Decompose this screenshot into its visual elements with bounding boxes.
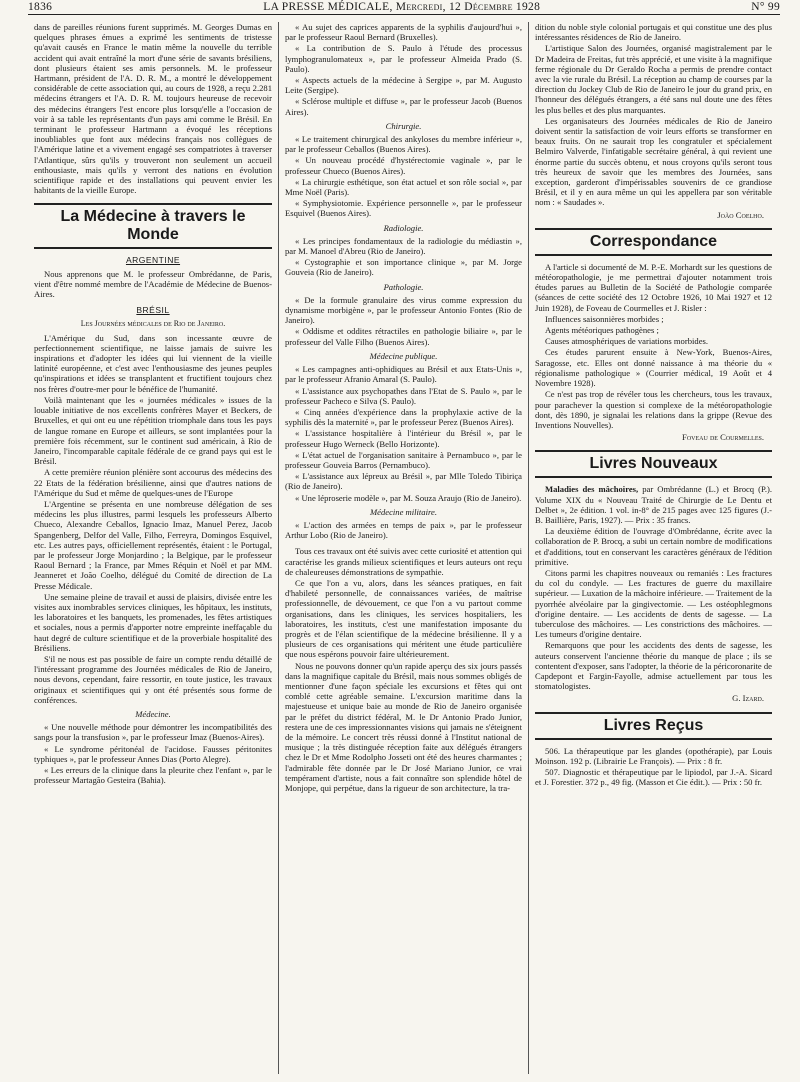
- paragraph: Nous apprenons que M. le professeur Ombrédanne, de Paris, vient d'être nommé membre de l'Académie de Médecine de Buenos-Aires.: [34, 268, 272, 300]
- subheading-radiologie: Radiologie.: [383, 222, 424, 233]
- column-3: [528, 22, 778, 1074]
- paragraph: Les organisateurs des Journées médicales de Rio de Janeiro doivent sentir la satisfaction de voir leurs efforts se transformer en beaux fruits. On ne saurait trop les congratuler et spécialement Belmiro Valverde, l'infatigable secrétaire général, à qui revient une énorme partie du succès obtenu, et nous croyons qu'ils seront tous très heureux de savoir que les membres des Journées, sans exception, garderont d'impérissables souvenirs de ce grandiose Brésil, et il y en aura même un qui les appellera par son véritable nom : « Saudades ».: [535, 115, 772, 208]
- paragraph: Ce n'est pas trop de révéler tous les chercheurs, tous les travaux, pour parachever la question si complexe de la météoropathologie dont, dès 1890, je signalai les relations dans la grippe (Revue des Inventions Nouvelles).: [535, 389, 772, 430]
- paragraph: dition du noble style colonial portugais et qui constitue une des plus intéressantes résidences de Rio de Janeiro.: [535, 22, 772, 43]
- list: [535, 314, 772, 347]
- paragraph: L'Amérique du Sud, dans son incessante œuvre de perfectionnement scientifique, ne laisse jamais de suivre les inspirations et d'adopter les idées qui lui viennent de la vieille latinité européenne, et c'est avec l'enthousiasme des jeunes peuples qu'inspirations et idées se transplantent et fructifient toujours chez nos frères d'outre-mer pour le bénéfice de l'humanité.: [34, 332, 272, 394]
- list-item: Influences saisonnières morbides ;: [545, 313, 664, 324]
- issue-number: N° 99: [751, 1, 780, 13]
- list-item: « Symphysiotomie. Expérience personnelle », par le professeur Esquivel (Buenos Aires).: [285, 198, 522, 219]
- book-details: par Ombrédanne (L.) et Brocq (P.). Volume XIX du « Nouveau Traité de Chirurgie de Le Dentu et Delbet », 2e édition. 1 vol. in-8° de 215 pages avec 125 figures (J.-B. Baillière, Paris, 1927). — Prix : 35 francs.: [535, 484, 773, 525]
- list-item: « L'état actuel de l'organisation sanitaire à Pernambuco », par le professeur Gouveia Barros (Pernambuco).: [285, 449, 522, 470]
- subheading-medecine: Médecine.: [135, 708, 171, 719]
- section-title-correspondance: Correspondance: [535, 228, 772, 256]
- newspaper-title: LA PRESSE MÉDICALE, Mercredi, 12 Décembre 1928: [263, 1, 541, 13]
- list-item: « Au sujet des caprices apparents de la syphilis d'aujourd'hui », par le professeur Raoul Bernard (Bruxelles).: [285, 22, 522, 43]
- list-item: « L'action des armées en temps de paix », par le professeur Arthur Lobo (Rio de Janeiro).: [285, 519, 522, 541]
- section-title-livres-nouveaux: Livres Nouveaux: [535, 450, 772, 478]
- subheading-pathologie: Pathologie.: [383, 281, 424, 292]
- subheading-medecine-militaire: Médecine militaire.: [370, 506, 437, 517]
- list-item: « Oddisme et oddites rétractiles en pathologie biliaire », par le professeur del Valle Filho (Buenos Aires).: [285, 326, 522, 347]
- column-2: [278, 22, 528, 1074]
- section-title-livres-recus: Livres Reçus: [535, 712, 772, 740]
- paragraph: Remarquons que pour les accidents des dents de sagesse, les auteurs conservent l'ancienne théorie du manque de place ; ils se contentent d'exposer, sans l'adopter, la théorie de la péricoronarite de Capdepont et Fargin-Fayolle, admise actuellement par tous les stomatologistes.: [535, 640, 772, 692]
- list-item: « Le syndrome péritonéal de l'acidose. Fausses péritonites typhiques », par le professeur Annes Dias (Porto Alegre).: [34, 743, 272, 764]
- list-item: « L'assistance aux psychopathes dans l'Etat de S. Paulo », par le professeur Pacheco e Silva (S. Paulo).: [285, 385, 522, 406]
- list-item: « Un nouveau procédé d'hystérectomie vaginale », par le professeur Chueco (Buenos Aires).: [285, 155, 522, 176]
- signature: G. Izard.: [732, 693, 764, 704]
- list-item: « L'assistance hospitalière à l'intérieur du Brésil », par le professeur Hugo Werneck (Bello Horizonte).: [285, 428, 522, 449]
- list-item: « De la formule granulaire des virus comme expression du dynamisme morbigène », par le professeur Antonio Fontes (Rio de Janeiro).: [285, 294, 522, 326]
- list-item: « Aspects actuels de la médecine à Sergipe », par M. Augusto Leite (Sergipe).: [285, 75, 522, 96]
- list-item: Agents météoriques pathogènes ;: [545, 325, 659, 336]
- paragraph: Voilà maintenant que les « journées médicales » issues de la louable initiative de nos excellents confrères Mayer et Beckers, de Bruxelles, et qui ont eu une répétition triomphale dans tous les pays de langue romane en Europe et ailleurs, se sont implantées pour la première fois récemment, sur le continent sud américain, à Rio de Janeiro, l'incomparable capitale fédérale de ce grand pays qui est le Brésil.: [34, 394, 272, 467]
- received-book: 506. La thérapeutique par les glandes (opothérapie), par Louis Moinson. 192 p. (Librairie Le François). — Prix : 8 fr.: [535, 745, 772, 766]
- paragraph: A cette première réunion plénière sont accourus des médecins des 22 Etats de la fédération brésilienne, ainsi que d'autres nations de l'Amérique du Sud et même de quelques-unes de l'Europe: [34, 467, 272, 498]
- list-item: « Les campagnes anti-ophidiques au Brésil et aux Etats-Unis », par le professeur Afranio Amaral (S. Paulo).: [285, 364, 522, 385]
- list-item: « Une léproserie modèle », par M. Souza Araujo (Rio de Janeiro).: [295, 492, 522, 503]
- signature: João Coelho.: [717, 209, 764, 220]
- list-item: « Les erreurs de la clinique dans la pleurite chez l'enfant », par le professeur Martagão Gesteira (Bahia).: [34, 765, 272, 786]
- paragraph: La deuxième édition de l'ouvrage d'Ombrédanne, écrite avec la collaboration de P. Brocq, a subi un certain nombre de modifications et d'additions, tout en conservant les caractères généraux de l'édition primitive.: [535, 526, 772, 567]
- subheading-medecine-publique: Médecine publique.: [369, 350, 438, 361]
- subheading: Les Journées médicales de Rio de Janeiro.: [80, 319, 226, 329]
- page-number: 1836: [28, 1, 53, 13]
- list-item: Causes atmosphériques de variations morbides.: [545, 336, 709, 347]
- paragraph: Citons parmi les chapitres nouveaux ou remaniés : Les fractures du col du condyle. — Les fractures de guerre du maxillaire supérieur. — Luxation de la mâchoire inférieure. — Traitement de la pyorrhée alvéolaire par la gingivectomie. — Les ostéophlegmons d'origine dentaire. — Les accidents de dents de sagesse. — La tuberculose des mâchoires. — Les constrictions des mâchoires. — Les tumeurs d'origine dentaire.: [535, 567, 772, 640]
- paragraph: Tous ces travaux ont été suivis avec cette curiosité et attention qui caractérise les grands milieux scientifiques et leurs auteurs ont reçu de chaleureuses démonstrations de sympathie.: [285, 546, 522, 577]
- paragraph: Ces études parurent ensuite à New-York, Buenos-Aires, Saragosse, etc. Elles ont donné naissance à ma théorie du « régionalisme pathologique » (Courrier médical, 19 Août et 4 Novembre 1928).: [535, 347, 772, 389]
- list-item: « Le traitement chirurgical des ankyloses du membre inférieur », par le professeur Ceballos (Buenos Aires).: [285, 134, 522, 155]
- list-item: « Cinq années d'expérience dans la prophylaxie active de la syphilis dès la maternité », par le professeur Perez (Buenos Aires).: [285, 406, 522, 428]
- list-item: « Cystographie et son importance clinique », par M. Jorge Gouveia (Rio de Janeiro).: [285, 257, 522, 278]
- paragraph: Nous ne pouvons donner qu'un rapide aperçu des six jours passés dans la magnifique capitale du Brésil, mais nous sommes obligés de mentionner d'une façon spéciale les excursions et fêtes qui ont comblé cette agréable semaine. L'excursion maritime dans la majestueuse et unique baie au monde de Rio de Janeiro organisée par le préfet du district fédéral, M. le Dr Antonio Prado Junior, restera une de ces impressionnantes visions qui jamais ne s'éteignent de la mémoire. Le concert très réussi donné à l'Institut national de musique ; la très distinguée réception faite aux délégués étrangers chez le Dr et Mme Rodolpho Josseti ont été des heures charmantes ; l'admirable fête donnée par le Dr José Mariano Junior, ce vrai tempérament d'artiste, nous a fait connaître son splendide hôtel de Monjope, qui perpétue, dans la rigueur de son architecture, la tra-: [285, 660, 522, 794]
- list-item: « Une nouvelle méthode pour démontrer les incompatibilités des sangs pour la transfusion », par le professeur Imaz (Buenos-Aires).: [34, 722, 272, 743]
- country-heading-argentine: ARGENTINE: [125, 255, 181, 266]
- paragraph: dans de pareilles réunions furent supprimés. M. Georges Dumas en quelques phrases émues a exprimé les sentiments de tristesse qu'avait causés en France le matin même la nouvelle du terrible accident qui avait entraîné la mort d'une série de savants brésiliens, dont plusieurs étaient ses amis personnels. M. le professeur Hartmann, président de l'A. D. R. M., a montré le développement considérable de cette association qui, au cours de 1928, a reçu 2.281 médecins étrangers et l'A. D. R. M. toujours heureuse de recevoir des médecins étrangers l'est encore plus lorsqu'elle a l'occasion de voir à sa table les représentants d'un pays ami comme le Brésil. En terminant le professeur Hartmann a évoqué les réceptions inoubliables que font aux médecins français nos collègues de l'Amérique latine et a vivement engagé ses compatriotes à traverser l'Atlantique, sûrs qu'ils y trouveront non seulement un accueil enthousiaste, mais qu'ils y verront des nations en évolution scientifique rapide et des installations qui peuvent envier les habitants de la vieille Europe.: [34, 22, 272, 196]
- list-item: « La chirurgie esthétique, son état actuel et son rôle social », par Mme Noël (Paris).: [285, 176, 522, 198]
- paragraph: Une semaine pleine de travail et aussi de plaisirs, divisée entre les visites aux inombrables services cliniques, les hôpitaux, les instituts, les laboratoires et les banquets, les promenades, les fêtes artistiques et sociales, nous a permis d'apporter notre empreinte ineffaçable du haut degré de culture scientifique et de la proverbiale hospitalité des Brésiliens.: [34, 591, 272, 653]
- paragraph: Ce que l'on a vu, alors, dans les séances pratiques, en fait d'habileté personnelle, de connaissances variées, de maîtrise professionnelle, de dévouement, ce que l'on a vu partout comme organisations, dans les cliniques, les services hospitaliers, les laboratoires, les instituts, c'est une manifestation imposante du progrès et de l'élan scientifique de la médecine brésilienne. Il y a plusieurs de ces organisations qui méritent une étude particulière que nous espérons pouvoir faire ultérieurement.: [285, 577, 522, 660]
- subheading-chirurgie: Chirurgie.: [385, 120, 422, 131]
- signature: Foveau de Courmelles.: [682, 432, 764, 443]
- list-item: « Sclérose multiple et diffuse », par le professeur Jacob (Buenos Aires).: [285, 96, 522, 117]
- paragraph: A l'article si documenté de M. P.-E. Morhardt sur les questions de météoropathologie, je me permettrai d'ajouter notamment trois études parues au Bulletin de la Société de Pathologie comparée (séances de cette société des 12 Octobre 1926, 10 Mai 1927 et 12 Juin 1928), de Foveau de Courmelles et J. Risler :: [535, 261, 772, 313]
- country-heading-bresil: BRÉSIL: [136, 305, 170, 316]
- list-item: « L'assistance aux lépreux au Brésil », par Mlle Toledo Tibiriça (Rio de Janeiro).: [285, 471, 522, 492]
- list-item: « Les principes fondamentaux de la radiologie du médiastin », par M. Manoel d'Abreu (Rio de Janeiro).: [285, 235, 522, 257]
- book-entry: [535, 484, 772, 525]
- book-title: Maladies des mâchoires,: [545, 484, 639, 495]
- paragraph: L'artistique Salon des Journées, organisé magistralement par le Dr Madeira de Freitas, fut très apprécié, et une visite à la magnifique ferme régionale du Dr Geraldo Rocha a permis de prendre contact avec la vie rurale du Brésil. La réception au champ de courses par la direction du Jockey Club de Rio de Janeiro le jour du grand prix, en l'honneur des délégués étrangers, a été sans nul doute une des fêtes les plus belles et des plus marquantes.: [535, 43, 772, 115]
- column-1: [28, 22, 278, 1074]
- received-book: 507. Diagnostic et thérapeutique par le lipiodol, par J.-A. Sicard et J. Forestier. 372 p., 49 fig. (Masson et Cie édit.). — Prix : 50 fr.: [535, 766, 772, 788]
- article-columns: [28, 22, 780, 1074]
- page-header: [28, 0, 780, 15]
- list-item: « La contribution de S. Paulo à l'étude des processus lymphogranulomateux », par le professeur Almeida Prado (S. Paulo).: [285, 43, 522, 74]
- paragraph: S'il ne nous est pas possible de faire un compte rendu détaillé de l'intéressant programme des Journées médicales de Rio de Janeiro, nous devons, cependant, faire ressortir, en toute justice, les travaux originaux et scientifiques qui y ont été présentés sous forme de conférences.: [34, 653, 272, 705]
- section-title: La Médecine à travers le Monde: [34, 203, 272, 249]
- paragraph: L'Argentine se présenta en une nombreuse délégation de ses médecins les plus illustres, parmi lesquels les professeurs Alberto Chueco, Alexandre Ceballos, Ignacio Imaz, Manuel Perez, Jacob Spangenberg, Delfor del Valle, Filho, Ferreyra, Domingos Esquivel, etc. Les autres pays, officiellement représentés, étaient : le Portugal, par le professeur Jorge Monjardino ; la Belgique, par le professeur Raoul Bernard ; la France, par Mmes Réquin et Noël et par MM. Jeanneret et João Coelho, délégué du Comité de direction de La Presse Médicale.: [34, 498, 272, 591]
